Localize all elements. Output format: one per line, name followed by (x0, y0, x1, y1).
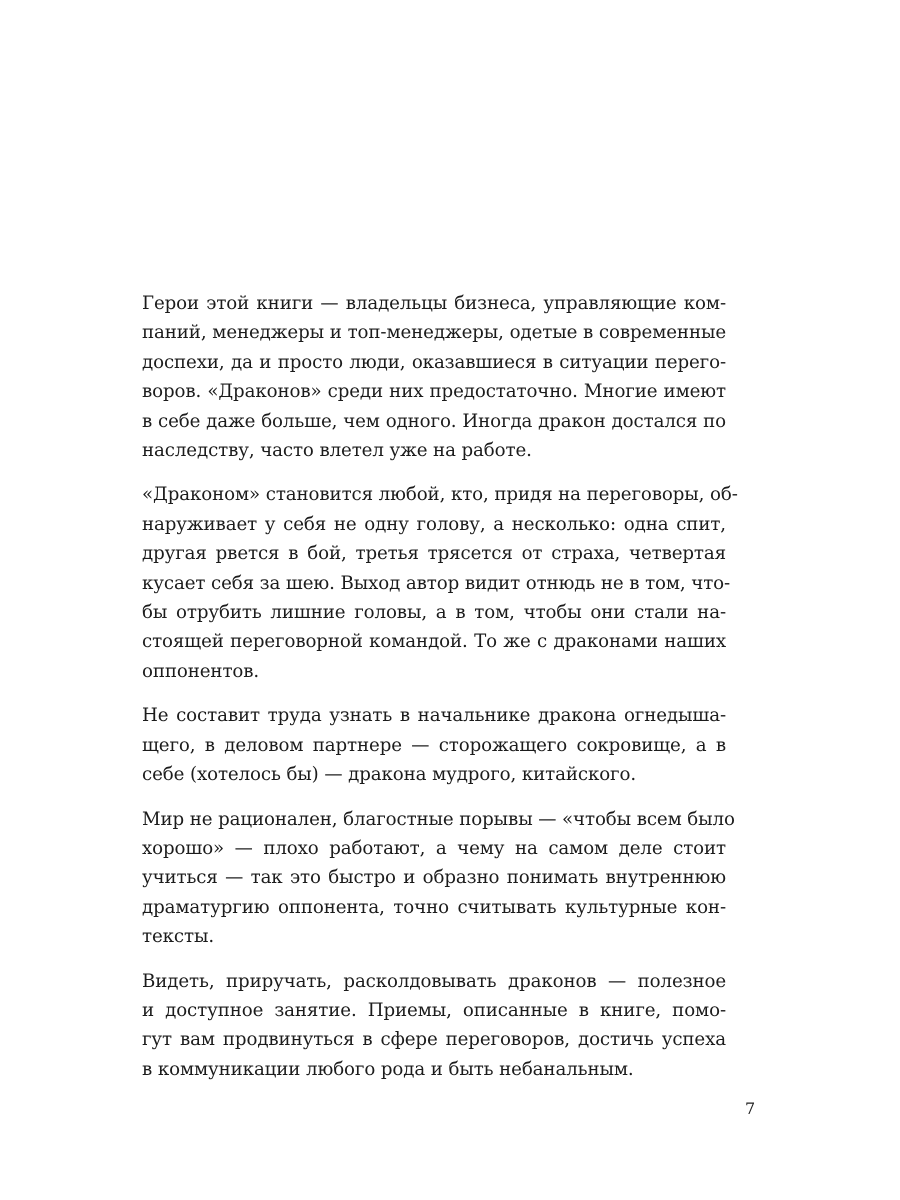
text-line: «Драконом» становится любой, кто, придя на переговоры, об- (142, 484, 738, 506)
text-line: драматургию оппонента, точно считывать культурные кон- (142, 896, 726, 918)
text-line: Герои этой книги — владельцы бизнеса, управляющие ком- (142, 293, 726, 314)
text-line: стоящей переговорной командой. То же с драконами наших (142, 631, 726, 653)
text-line: щего, в деловом партнере — сторожащего сокровище, а в (142, 734, 726, 756)
text-line: Мир не рационален, благостные порывы — «чтобы всем было (142, 808, 735, 830)
text-line: в коммуникации любого рода и быть небанальным. (142, 1058, 634, 1080)
text-line: гут вам продвинуться в сфере переговоров, достичь успеха (142, 1029, 726, 1051)
paragraph-3 (142, 701, 726, 789)
text-line: паний, менеджеры и топ-менеджеры, одетые в современные (142, 322, 726, 344)
text-line: Не составит труда узнать в начальнике дракона огнедыша- (142, 705, 726, 727)
text-line: другая рвется в бой, третья трясется от страха, четвертая (142, 543, 726, 565)
text-line: оппонентов. (142, 660, 260, 682)
page-number: 7 (745, 1099, 756, 1118)
text-line: наруживает у себя не одну голову, а несколько: одна спит, (142, 513, 726, 535)
paragraph-2 (142, 480, 738, 686)
paragraph-4 (142, 805, 735, 952)
text-line: воров. «Драконов» среди них предостаточно. Многие имеют (142, 381, 726, 403)
text-line: в себе даже больше, чем одного. Иногда дракон достался по (142, 410, 726, 432)
text-line: и доступное занятие. Приемы, описанные в книге, помо- (142, 999, 726, 1021)
text-line: бы отрубить лишние головы, а в том, чтобы они стали на- (142, 602, 726, 624)
text-line: кусает себя за шею. Выход автор видит отнюдь не в том, что- (142, 572, 731, 594)
paragraph-5 (142, 967, 726, 1085)
text-line: тексты. (142, 926, 214, 948)
text-line: Видеть, приручать, расколдовывать драконов — полезное (142, 970, 726, 992)
text-line: хорошо» — плохо работают, а чему на самом деле стоит (142, 837, 726, 859)
body-text (142, 289, 738, 1099)
text-line: доспехи, да и просто люди, оказавшиеся в ситуации перего- (142, 351, 726, 373)
text-line: наследству, часто влетел уже на работе. (142, 440, 532, 462)
text-line: себе (хотелось бы) — дракона мудрого, китайского. (142, 764, 637, 786)
text-line: учиться — так это быстро и образно понимать внутреннюю (142, 867, 726, 889)
paragraph-1 (142, 289, 726, 465)
